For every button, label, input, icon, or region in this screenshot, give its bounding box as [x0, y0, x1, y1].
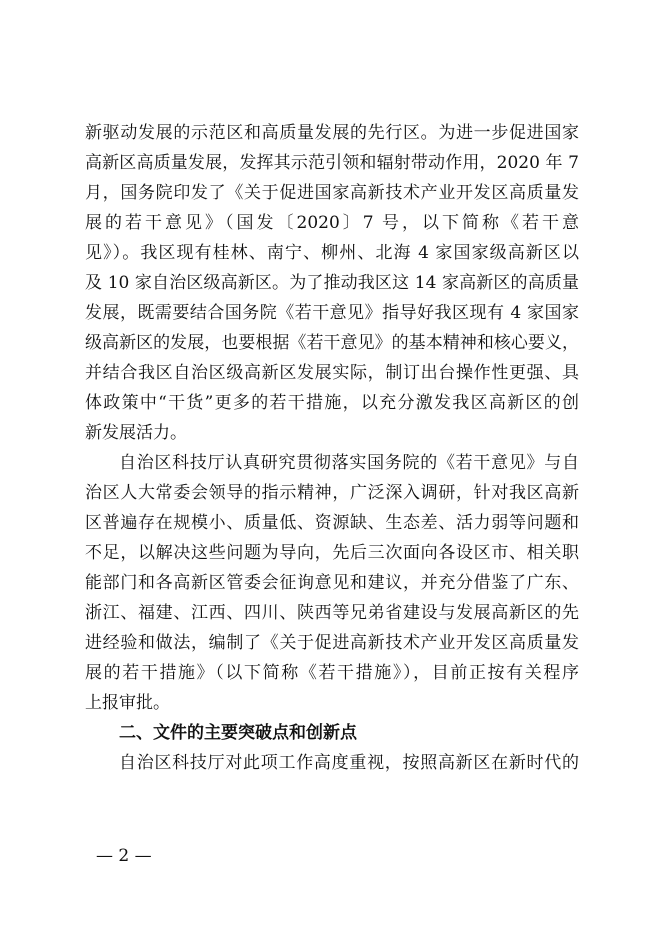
text-line: 区普遍存在规模小、质量低、资源缺、生态差、活力弱等问题和 — [85, 513, 579, 533]
text-line: 见》）。我区现有桂林、南宁、柳州、北海 4 家国家级高新区以 — [85, 243, 579, 263]
text-line: 进经验和做法，编制了《关于促进高新技术产业开发区高质量发 — [85, 633, 579, 653]
text-line: 自治区科技厅对此项工作高度重视，按照高新区在新时代的 — [119, 753, 579, 773]
page-number: — 2 — — [96, 846, 152, 866]
text-line: 能部门和各高新区管委会征询意见和建议，并充分借鉴了广东、 — [85, 573, 579, 593]
text-line: 体政策中“干货”更多的若干措施，以充分激发我区高新区的创 — [85, 393, 579, 413]
text-line: 发展，既需要结合国务院《若干意见》指导好我区现有 4 家国家 — [85, 303, 579, 323]
document-body — [85, 118, 579, 778]
text-line: 高新区高质量发展，发挥其示范引领和辐射带动作用，2020 年 7 — [85, 153, 579, 173]
text-line: 级高新区的发展，也要根据《若干意见》的基本精神和核心要义， — [85, 333, 579, 353]
text-line: 并结合我区自治区级高新区发展实际，制订出台操作性更强、具 — [85, 363, 579, 383]
text-line: 上报审批。 — [85, 693, 170, 713]
text-line: 治区人大常委会领导的指示精神，广泛深入调研，针对我区高新 — [85, 483, 579, 503]
text-line: 展的若干措施》（以下简称《若干措施》），目前正按有关程序 — [85, 663, 579, 683]
text-line: 浙江、福建、江西、四川、陕西等兄弟省建设与发展高新区的先 — [85, 603, 579, 623]
paragraph-research — [85, 448, 579, 718]
paragraph-continuation — [85, 118, 579, 448]
paragraph-section-start — [85, 748, 579, 778]
section-heading: 二、文件的主要突破点和创新点 — [119, 723, 357, 743]
text-line: 新发展活力。 — [85, 423, 187, 443]
text-line: 月，国务院印发了《关于促进国家高新技术产业开发区高质量发 — [85, 183, 579, 203]
text-line: 新驱动发展的示范区和高质量发展的先行区。为进一步促进国家 — [85, 123, 579, 143]
text-line: 自治区科技厅认真研究贯彻落实国务院的《若干意见》与自 — [119, 453, 579, 473]
text-line: 展的若干意见》（国发〔2020〕7 号，以下简称《若干意 — [85, 213, 579, 233]
text-line: 及 10 家自治区级高新区。为了推动我区这 14 家高新区的高质量 — [85, 273, 579, 293]
text-line: 不足，以解决这些问题为导向，先后三次面向各设区市、相关职 — [85, 543, 579, 563]
